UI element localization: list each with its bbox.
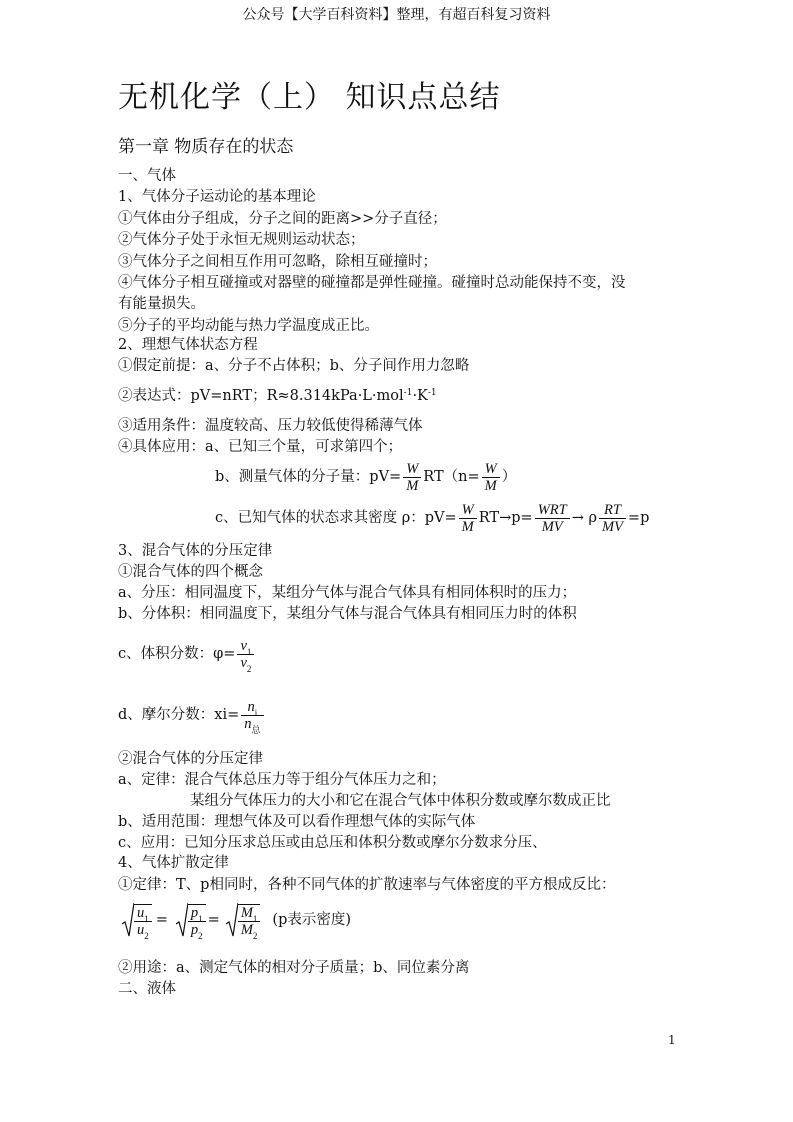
- text-line: ①气体由分子组成，分子之间的距离>>分子直径；: [118, 211, 447, 227]
- unit: ·K: [412, 388, 428, 404]
- exponent: -1: [427, 388, 437, 398]
- denominator: M: [240, 922, 253, 938]
- subsection-heading: 2、理想气体状态方程: [118, 337, 258, 353]
- subsection-heading: 3、混合气体的分压定律: [118, 543, 273, 559]
- text-line: b、适用范围：理想气体及可以看作理想气体的实际气体: [118, 814, 476, 830]
- fraction: [482, 461, 500, 494]
- text-line: 有能量损失。: [118, 296, 205, 312]
- denominator: v: [240, 654, 247, 671]
- denominator: MV: [541, 518, 563, 535]
- text-line: c、应用：已知分压求总压或由总压和体积分数或摩尔分数求分压、: [118, 835, 547, 851]
- formula-line: [215, 459, 516, 495]
- subscript: 总: [251, 724, 261, 735]
- numerator: n: [247, 698, 255, 715]
- text-line: 某组分气体压力的大小和它在混合气体中体积分数或摩尔数成正比: [190, 793, 611, 809]
- subscript: i: [254, 707, 258, 718]
- formula-line: [118, 636, 256, 672]
- exponent: -1: [403, 388, 413, 398]
- formula-line: [118, 697, 266, 733]
- sqrt: [176, 902, 206, 941]
- denominator: MV: [601, 518, 623, 535]
- fraction: [459, 502, 477, 535]
- text: RT: [478, 510, 500, 526]
- subscript: 2: [246, 663, 252, 674]
- denominator: n: [244, 715, 252, 732]
- text: （n=: [443, 469, 480, 485]
- sqrt: [226, 902, 261, 941]
- formula-line: [118, 900, 351, 940]
- equals: =: [207, 912, 220, 928]
- text: ）: [501, 469, 517, 485]
- text-line: ②气体分子处于永恒无规则运动状态；: [118, 232, 365, 248]
- text-line: ②混合气体的分压定律: [118, 751, 263, 767]
- text: b、测量气体的分子量：pV=: [215, 469, 402, 485]
- numerator: RT: [599, 502, 626, 519]
- numerator: u: [137, 905, 145, 921]
- fraction: [403, 461, 421, 494]
- subscript: 1: [198, 914, 203, 924]
- subscript: 2: [252, 931, 258, 941]
- text: → ρ: [571, 510, 597, 526]
- fraction: [535, 502, 570, 535]
- denominator: M: [406, 477, 419, 494]
- radical-icon: [176, 902, 188, 938]
- page-header: 公众号【大学百科资料】整理，有超百科复习资料: [242, 7, 551, 23]
- text-line: ④气体分子相互碰撞或对器壁的碰撞都是弹性碰撞。碰撞时总动能保持不变，没: [118, 275, 626, 291]
- equals: =: [155, 912, 168, 928]
- subscript: 2: [198, 931, 203, 941]
- ideal-gas-equation: ②表达式：pV=nRT；R≈8.314kPa·L·mol: [118, 388, 404, 404]
- denominator: M: [484, 477, 497, 494]
- numerator: M: [240, 905, 253, 921]
- page-number: 1: [668, 1033, 676, 1047]
- subscript: 2: [144, 931, 149, 941]
- fraction: [241, 698, 263, 735]
- formula-line: [215, 500, 649, 536]
- numerator: W: [403, 461, 421, 478]
- denominator: M: [461, 518, 474, 535]
- subscript: 1: [144, 914, 149, 924]
- subscript: 1: [252, 914, 258, 924]
- radical-icon: [122, 902, 134, 938]
- subscript: 1: [246, 646, 252, 657]
- text-line: ②用途：a、测定气体的相对分子质量；b、同位素分离: [118, 960, 470, 976]
- text: →p=: [499, 510, 533, 526]
- text: =p: [627, 510, 650, 526]
- denominator: u: [137, 922, 145, 938]
- subsection-heading: 1、气体分子运动论的基本理论: [118, 189, 316, 205]
- text-line: ③气体分子之间相互作用可忽略，除相互碰撞时；: [118, 254, 437, 270]
- chapter-heading: 第一章 物质存在的状态: [118, 137, 294, 157]
- text: d、摩尔分数：xi=: [118, 707, 240, 723]
- text-line: ①假定前提：a、分子不占体积；b、分子间作用力忽略: [118, 358, 470, 374]
- text-line: ④具体应用：a、已知三个量，可求第四个；: [118, 439, 403, 455]
- text-line: a、分压：相同温度下，某组分气体与混合气体具有相同体积时的压力；: [118, 585, 577, 601]
- text-line: ①定律：T、p相同时，各种不同气体的扩散速率与气体密度的平方根成反比：: [118, 877, 616, 893]
- text-line: a、定律：混合气体总压力等于组分气体压力之和；: [118, 772, 446, 788]
- subsection-heading: 4、气体扩散定律: [118, 855, 229, 871]
- section-heading: 二、液体: [118, 981, 176, 997]
- section-heading: 一、气体: [118, 168, 176, 184]
- formula-line: [118, 387, 437, 405]
- text-line: ⑤分子的平均动能与热力学温度成正比。: [118, 318, 379, 334]
- fraction: [237, 637, 254, 674]
- numerator: W: [482, 461, 500, 478]
- text: c、体积分数：φ=: [118, 646, 236, 662]
- text-line: ③适用条件：温度较高、压力较低使得稀薄气体: [118, 418, 423, 434]
- numerator: WRT: [535, 502, 570, 519]
- text: c、已知气体的状态求其密度 ρ：pV=: [215, 510, 457, 526]
- document-title: 无机化学（上） 知识点总结: [118, 80, 501, 115]
- sqrt: [122, 902, 152, 941]
- denominator: p: [190, 922, 199, 938]
- text: (p表示密度): [272, 912, 352, 928]
- text: RT: [423, 469, 444, 485]
- radical-icon: [226, 902, 238, 938]
- text-line: ①混合气体的四个概念: [118, 564, 263, 580]
- numerator: v: [240, 637, 247, 654]
- numerator: W: [459, 502, 477, 519]
- text-line: b、分体积：相同温度下，某组分气体与混合气体具有相同压力时的体积: [118, 606, 577, 622]
- fraction: [599, 502, 626, 535]
- numerator: p: [190, 905, 199, 921]
